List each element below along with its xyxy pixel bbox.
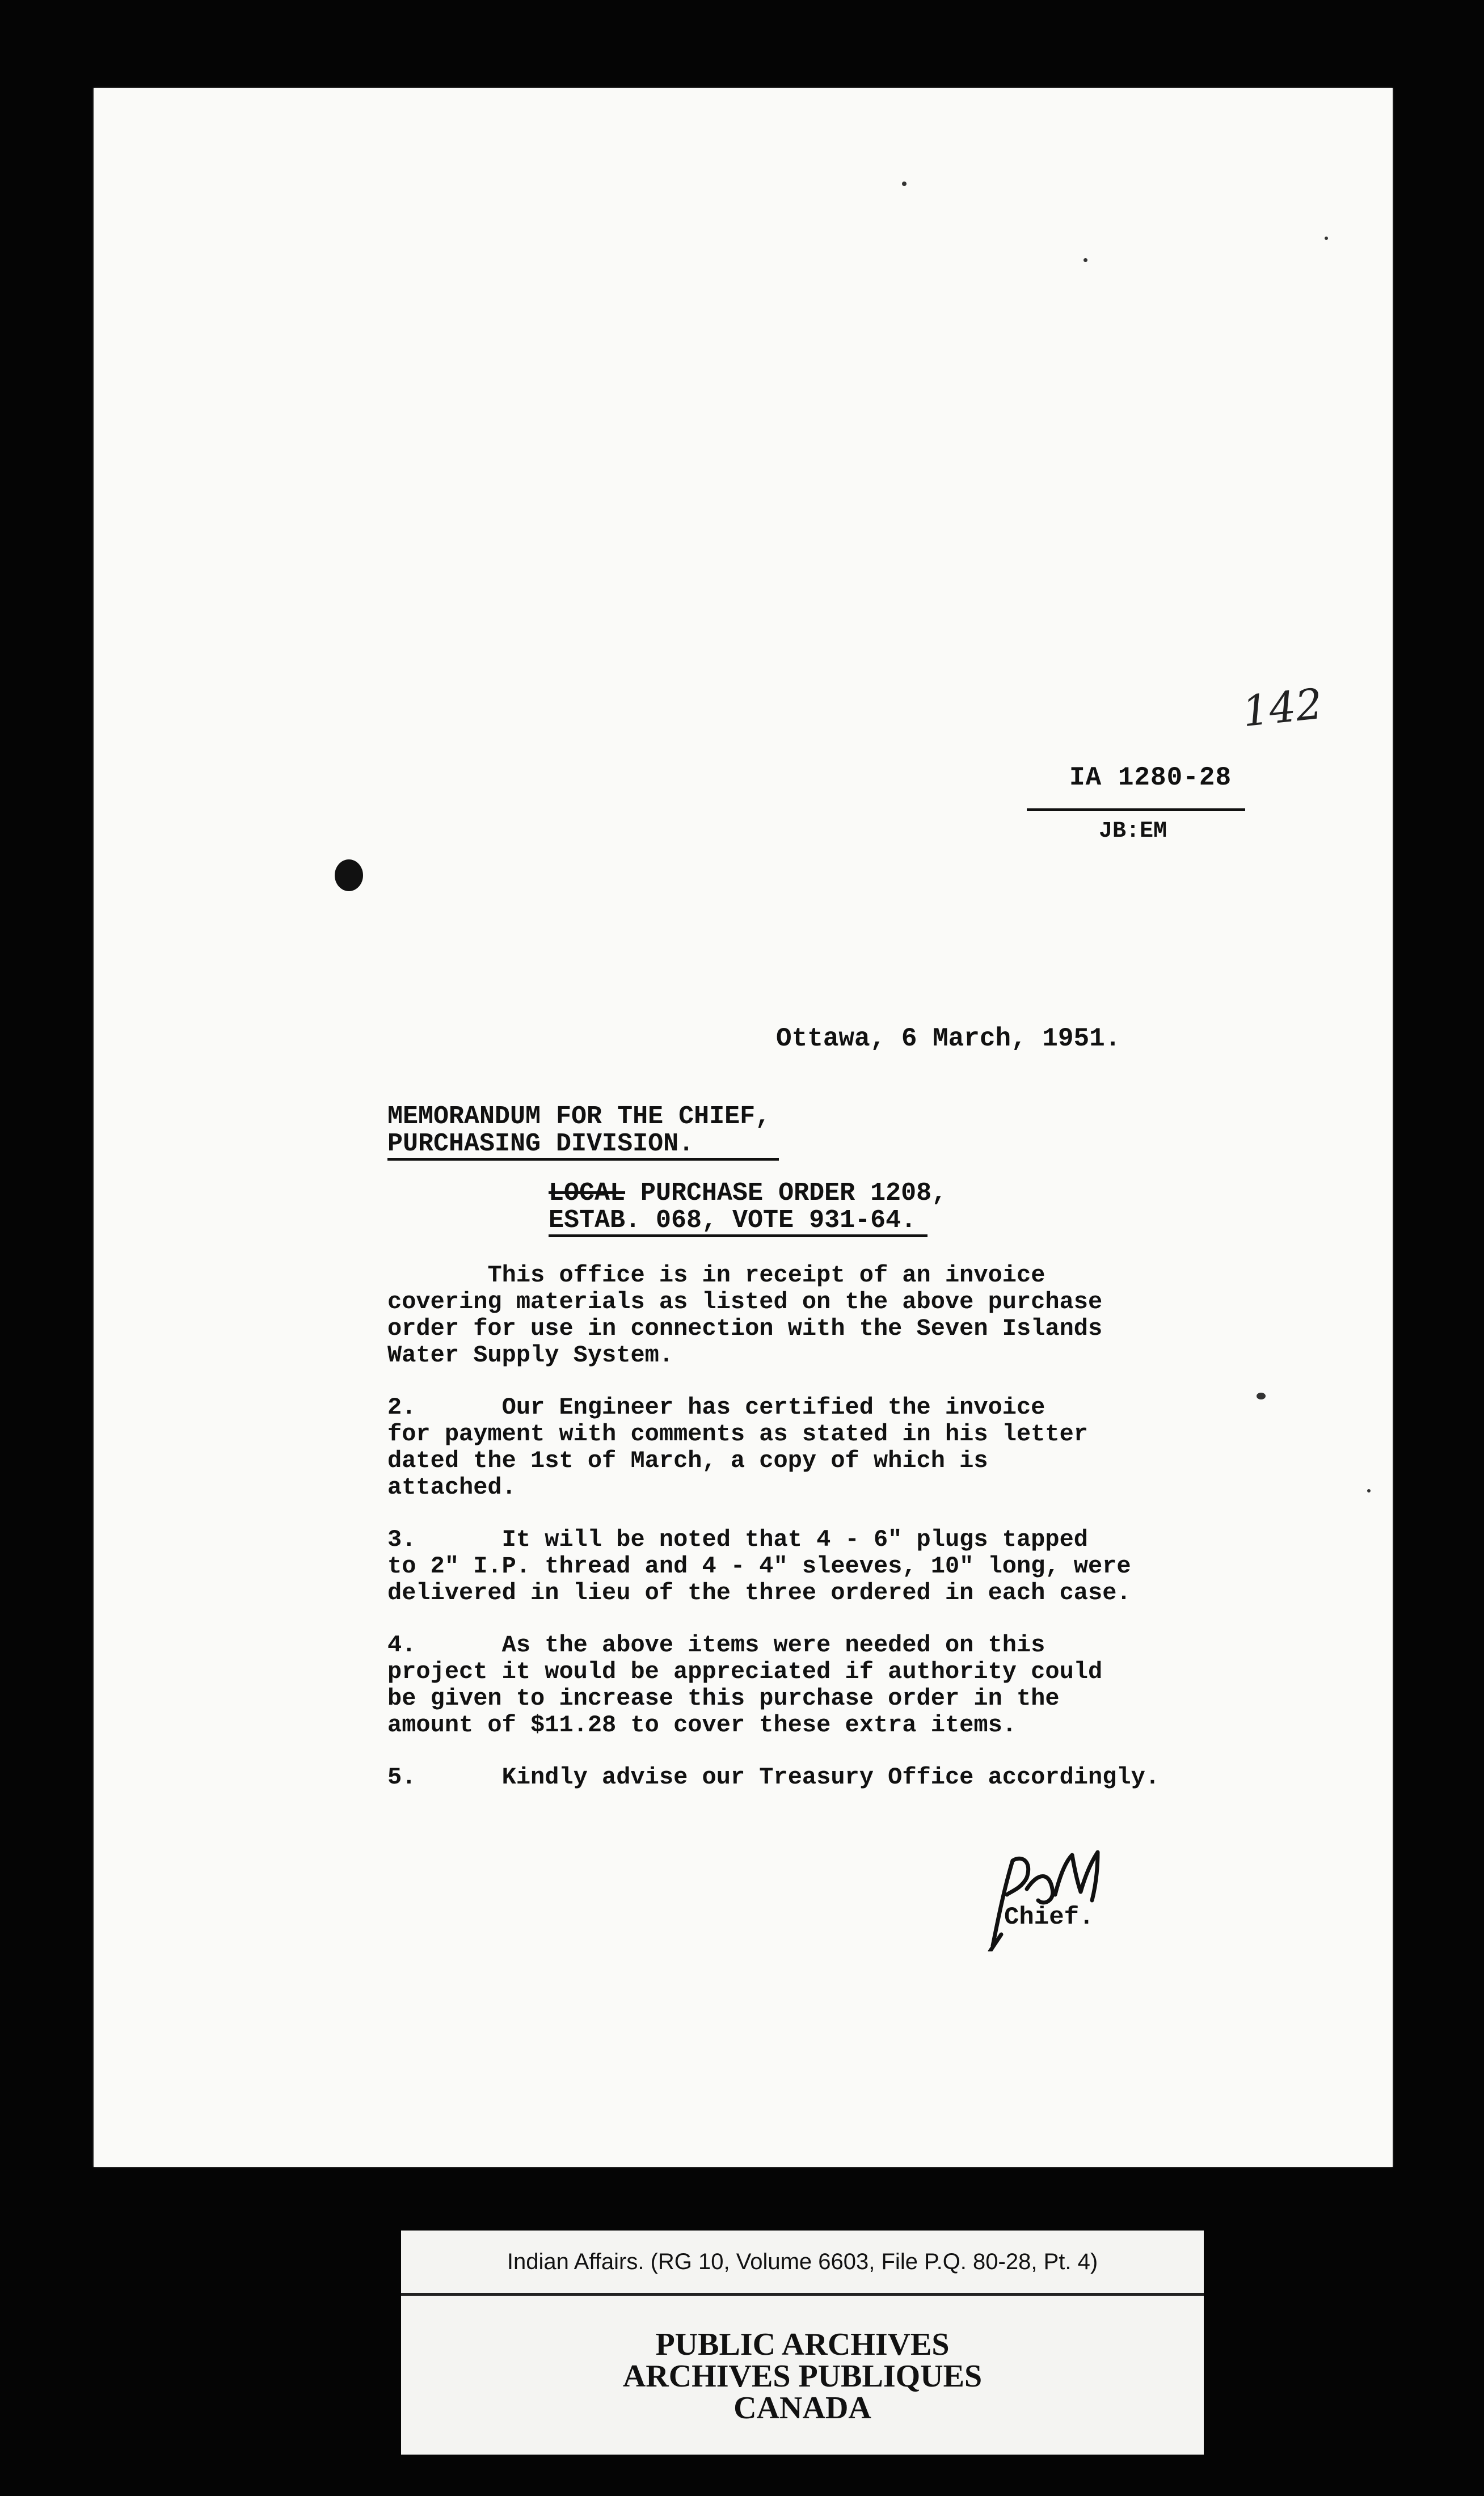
subject (549, 1180, 947, 1237)
dust-speck (1084, 258, 1087, 262)
archive-line-1: PUBLIC ARCHIVES (655, 2326, 950, 2362)
dust-speck (1367, 1489, 1371, 1492)
addressee-line-2: PURCHASING DIVISION. (387, 1131, 779, 1161)
struck-word: LOCAL (549, 1179, 626, 1208)
reference-number: IA 1280-28 (1069, 763, 1232, 792)
dateline: Ottawa, 6 March, 1951. (776, 1024, 1121, 1053)
paragraph-2: 2. Our Engineer has certified the invoice for payment with comments as stated in his letter dated the 1st of March, a copy of which is attached. (387, 1394, 1089, 1501)
archive-stamp (401, 2297, 1204, 2455)
archive-citation: Indian Affairs. (RG 10, Volume 6603, File P.Q. 80-28, Pt. 4) (401, 2231, 1204, 2296)
archive-label (401, 2231, 1204, 2455)
archive-line-2: ARCHIVES PUBLIQUES (622, 2358, 983, 2394)
signature-title: Chief. (1004, 1903, 1094, 1932)
punch-hole (335, 859, 363, 891)
handwritten-signature (959, 1838, 1112, 1951)
addressee-line-1: MEMORANDUM FOR THE CHIEF, (387, 1102, 771, 1131)
subject-line-1-text: PURCHASE ORDER 1208, (625, 1179, 947, 1208)
archive-line-3: CANADA (733, 2390, 871, 2426)
memo-body (387, 1262, 1272, 1816)
folio-number: 142 (1240, 679, 1325, 737)
dust-speck (1325, 237, 1328, 240)
paragraph-5: 5. Kindly advise our Treasury Office accordingly. (387, 1764, 1160, 1791)
paragraph-4: 4. As the above items were needed on this project it would be appreciated if authority could be given to increase this purchase order in the amount of $11.28 to cover these extra items. (387, 1631, 1103, 1739)
subject-line-2: ESTAB. 068, VOTE 931-64. (549, 1207, 928, 1237)
paragraph-3: 3. It will be noted that 4 - 6" plugs tapped to 2" I.P. thread and 4 - 4" sleeves, 10" long, were delivered in lieu of the three ordered in each case. (387, 1526, 1131, 1607)
dust-speck (902, 182, 907, 186)
reference-underline (1027, 808, 1245, 811)
paragraph-1: This office is in receipt of an invoice covering materials as listed on the above purchase order for use in connection with the Seven Islands Water Supply System. (387, 1262, 1103, 1369)
typist-initials: JB:EM (1099, 819, 1167, 844)
addressee (387, 1103, 779, 1161)
subject-line-1 (549, 1180, 947, 1207)
